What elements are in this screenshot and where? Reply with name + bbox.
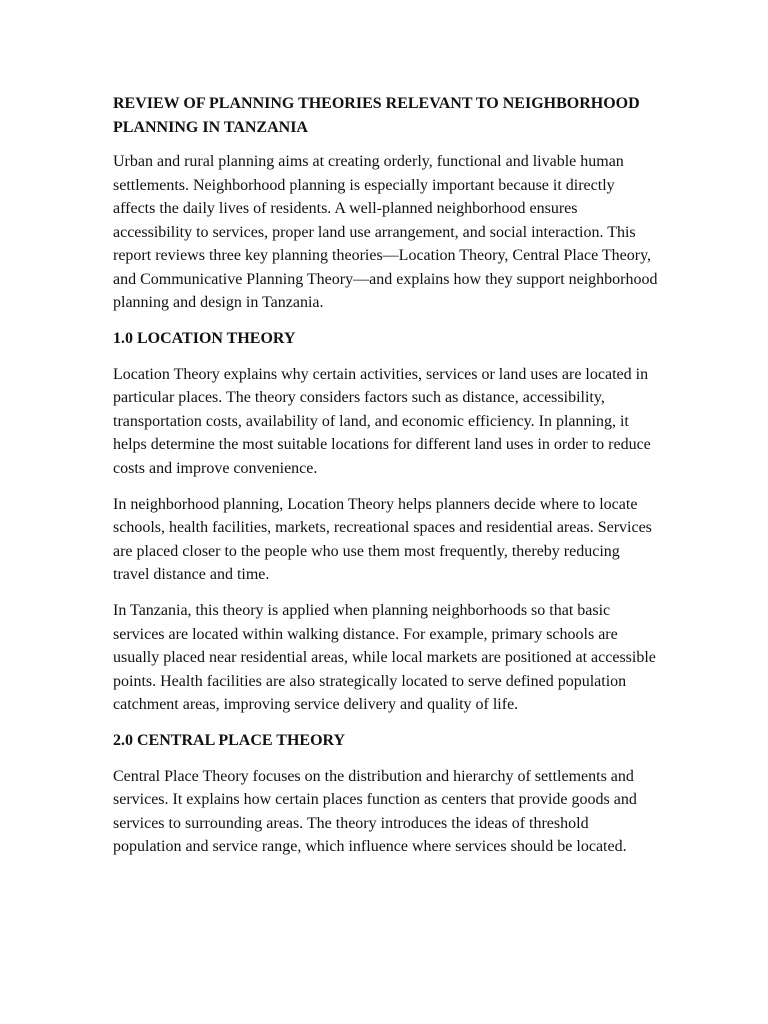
section-heading-central-place-theory: 2.0 CENTRAL PLACE THEORY xyxy=(113,732,346,749)
document-body xyxy=(113,92,658,871)
location-theory-paragraph-1: Location Theory explains why certain activities, services or land uses are located in particular places. The theory considers factors such as distance, accessibility, transportation costs, availability of land, and economic efficiency. In planning, it helps determine the most suitable locations for different land uses in order to reduce costs and improve convenience. xyxy=(113,365,651,477)
section-central-place-theory xyxy=(113,729,658,859)
location-theory-paragraph-2: In neighborhood planning, Location Theory helps planners decide where to locate schools, health facilities, markets, recreational spaces and residential areas. Services are placed closer to the people who use them most frequently, thereby reducing travel distance and time. xyxy=(113,495,652,583)
section-heading-location-theory: 1.0 LOCATION THEORY xyxy=(113,330,296,347)
document-title: REVIEW OF PLANNING THEORIES RELEVANT TO NEIGHBORHOOD PLANNING IN TANZANIA xyxy=(113,95,640,136)
location-theory-paragraph-3: In Tanzania, this theory is applied when planning neighborhoods so that basic services are located within walking distance. For example, primary schools are usually placed near residential areas, while local markets are positioned at accessible points. Health facilities are also strategically located to serve defined population catchment areas, improving service delivery and quality of life. xyxy=(113,602,656,713)
section-location-theory xyxy=(113,327,658,717)
intro-paragraph: Urban and rural planning aims at creating orderly, functional and livable human settlements. Neighborhood planning is especially important because it directly affects the daily lives of residents. A well-planned neighborhood ensures accessibility to services, proper land use arrangement, and social interaction. This report reviews three key planning theories—Location Theory, Central Place Theory, and Communicative Planning Theory—and explains how they support neighborhood planning and design in Tanzania. xyxy=(113,153,658,311)
central-place-theory-paragraph-1: Central Place Theory focuses on the distribution and hierarchy of settlements and services. It explains how certain places function as centers that provide goods and services to surrounding areas. The theory introduces the ideas of threshold population and service range, which influence where services should be located. xyxy=(113,767,637,855)
